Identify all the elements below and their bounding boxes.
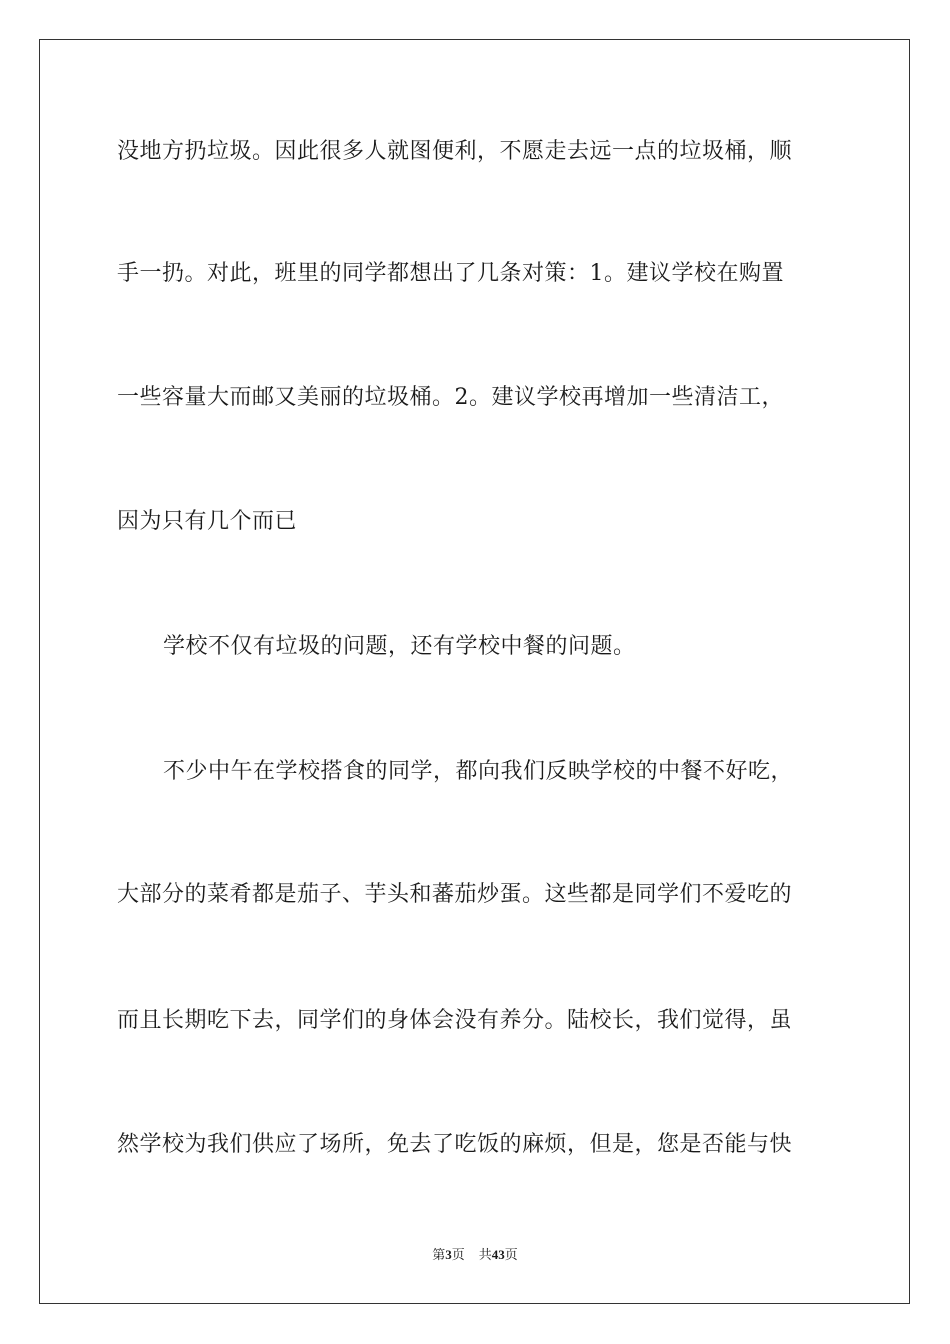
footer-page-number: 3 (445, 1247, 452, 1262)
page-border (39, 39, 910, 1304)
body-text-line-5: 学校不仅有垃圾的问题，还有学校中餐的问题。 (163, 634, 636, 659)
body-text-line-3: 一些容量大而邮又美丽的垃圾桶。2。建议学校再增加一些清洁工， (117, 385, 784, 410)
body-text-line-1: 没地方扔垃圾。因此很多人就图便利，不愿走去远一点的垃圾桶，顺 (117, 139, 793, 164)
body-text-line-4: 因为只有几个而已 (117, 509, 298, 534)
body-text-line-7: 大部分的菜肴都是茄子、芋头和蕃茄炒蛋。这些都是同学们不爱吃的 (117, 882, 793, 907)
body-text-line-2: 手一扔。对此，班里的同学都想出了几条对策：1。建议学校在购置 (117, 261, 784, 286)
footer-total-suffix: 页 (504, 1247, 518, 1262)
body-text-line-6: 不少中午在学校搭食的同学，都向我们反映学校的中餐不好吃， (163, 759, 794, 784)
body-text-line-8: 而且长期吃下去，同学们的身体会没有养分。陆校长，我们觉得，虽 (117, 1008, 793, 1033)
body-text-line-9: 然学校为我们供应了场所，免去了吃饭的麻烦，但是，您是否能与快 (117, 1132, 793, 1157)
footer-total-pages: 43 (491, 1247, 505, 1262)
footer-page-suffix: 页 (451, 1247, 465, 1262)
footer-page-prefix: 第 (432, 1247, 446, 1262)
page-footer (0, 1246, 950, 1264)
footer-total-prefix: 共 (478, 1247, 492, 1262)
